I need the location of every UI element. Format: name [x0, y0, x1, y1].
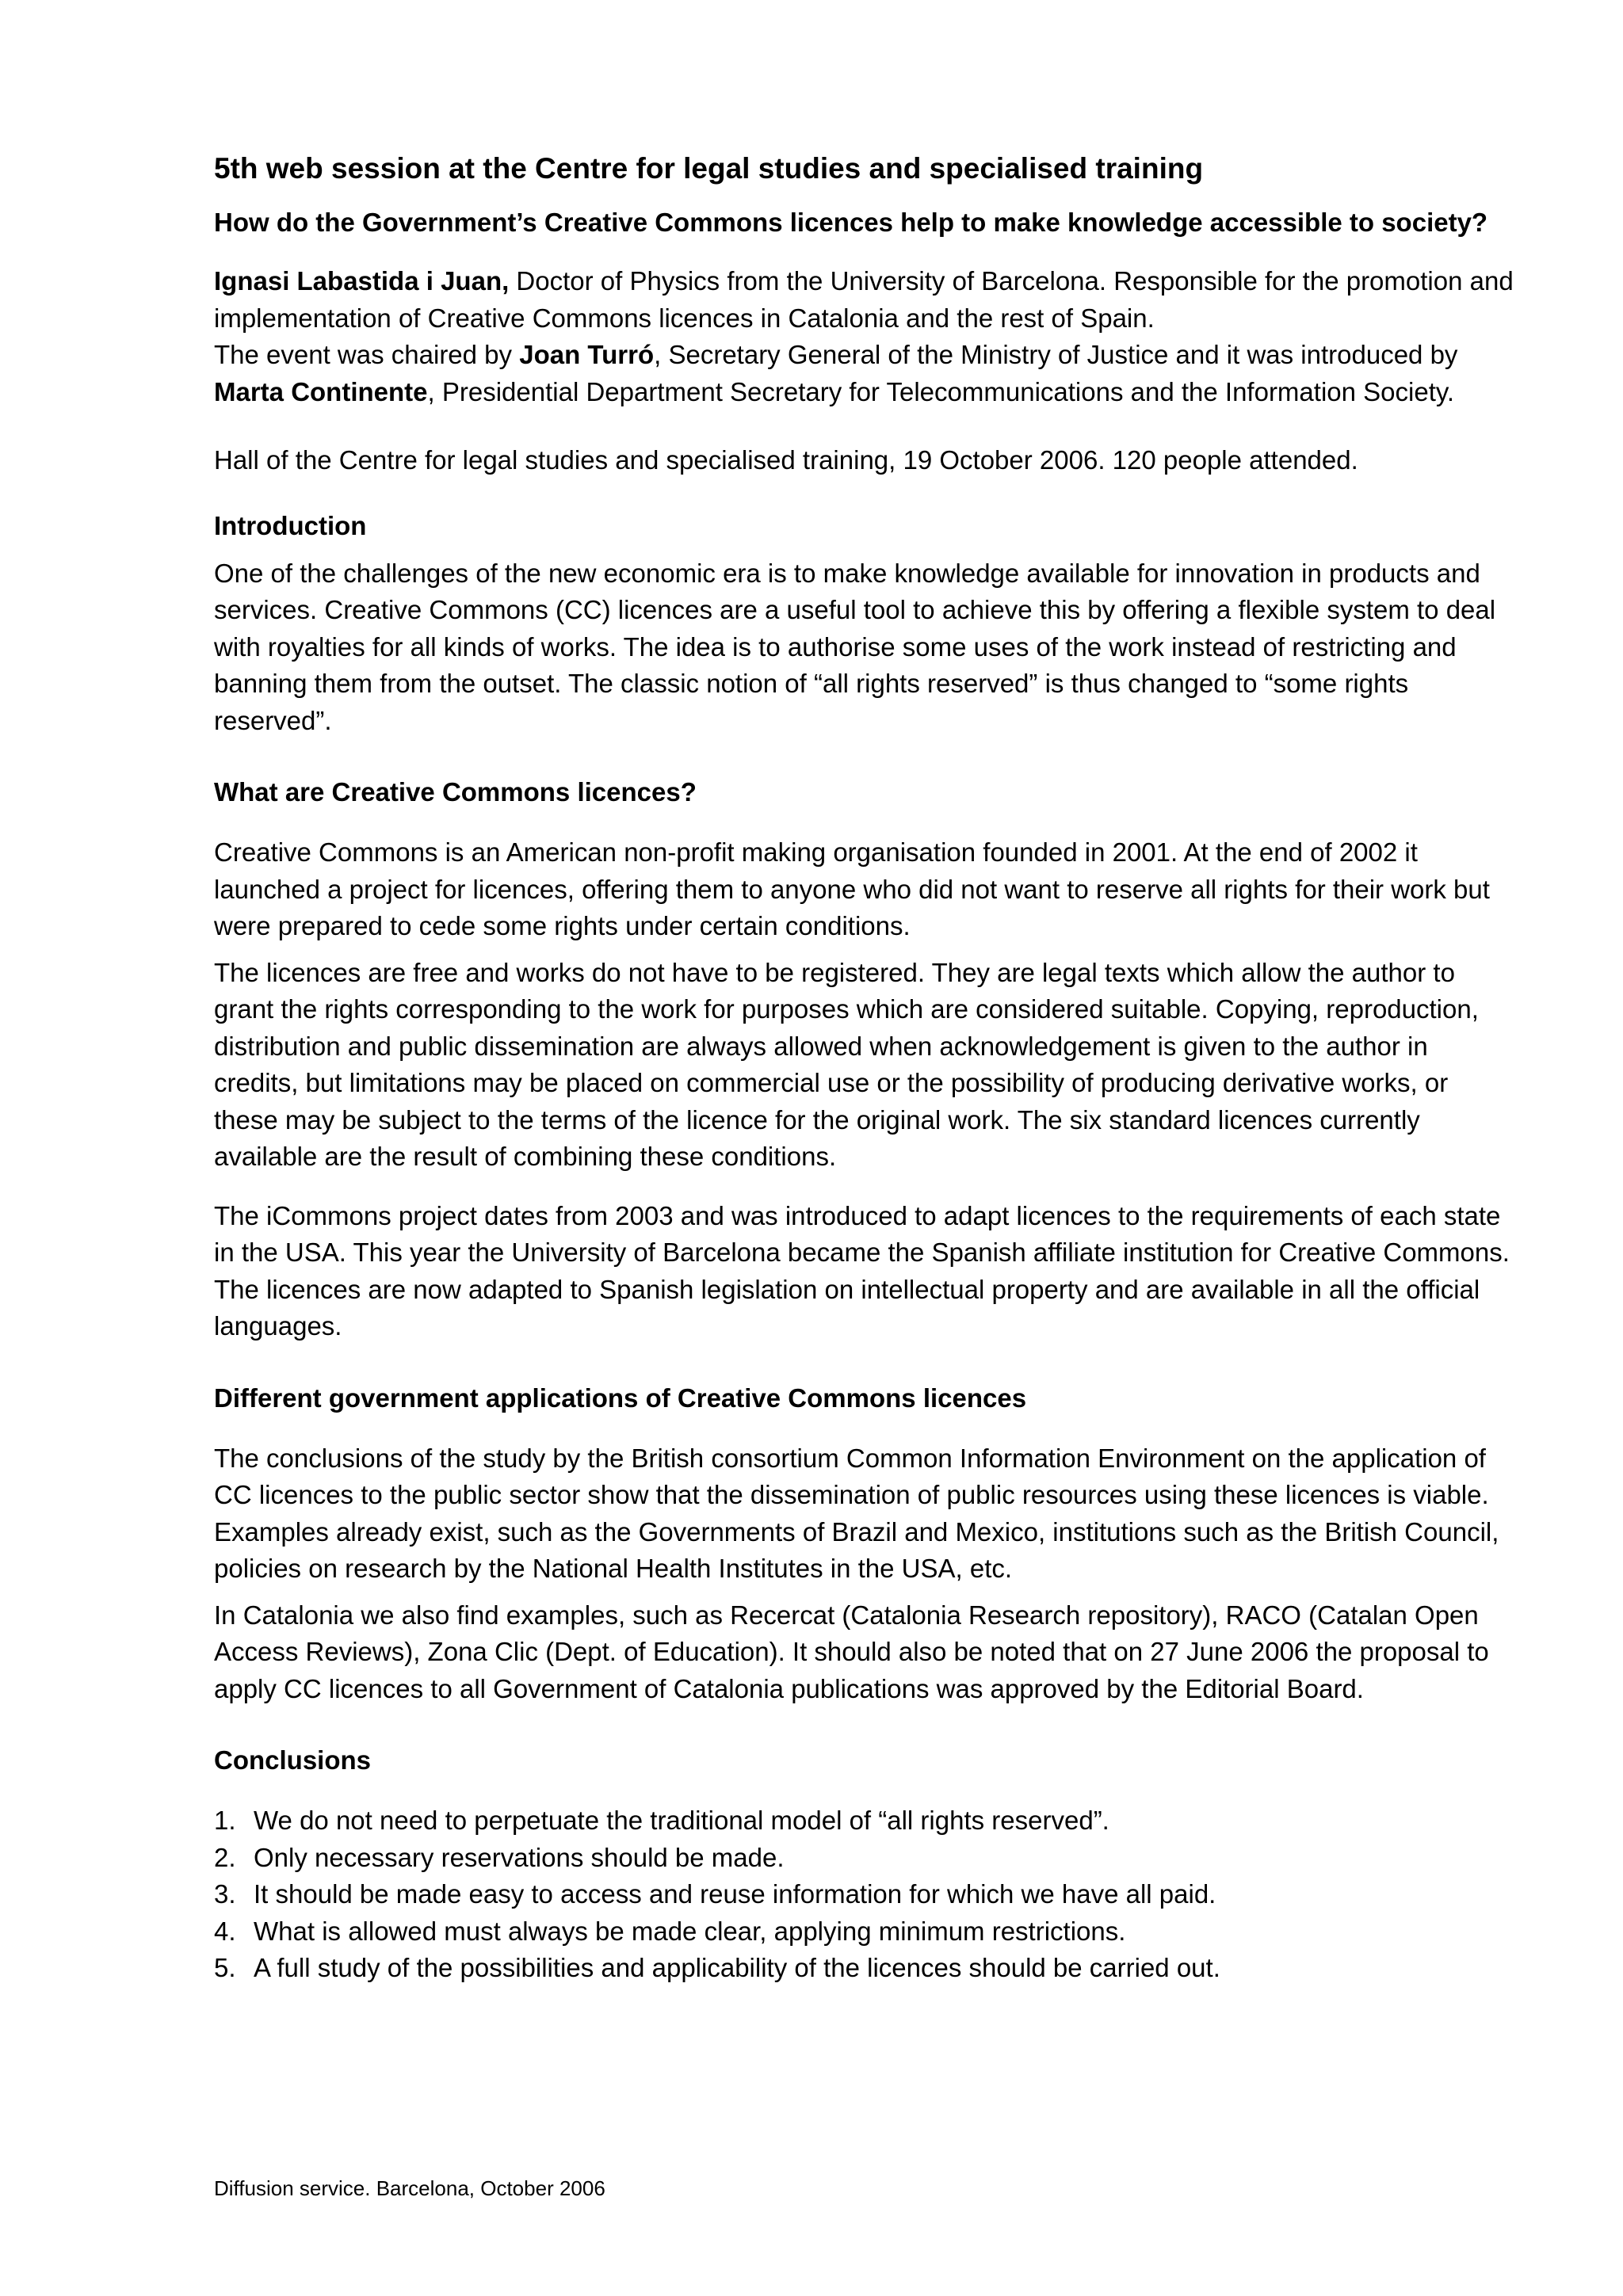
list-item-text: It should be made easy to access and reuse information for which we have all paid. — [254, 1879, 1216, 1909]
conclusions-heading: Conclusions — [214, 1745, 372, 1775]
chair-text-1: The event was chaired by — [214, 340, 520, 369]
speaker-description: Doctor of Physics from the University of Barcelona. Responsible for the promotion and implementation of Creative Commons licences in Catalonia and the rest of Spain. — [214, 266, 1514, 333]
document-page — [214, 151, 1514, 1987]
list-item-text: We do not need to perpetuate the traditional model of “all rights reserved”. — [254, 1806, 1109, 1835]
conclusions-list — [214, 1802, 1514, 1987]
speaker-name: Ignasi Labastida i Juan, — [214, 266, 510, 296]
speaker-paragraph — [214, 263, 1514, 337]
applications-heading: Different government applications of Creative Commons licences — [214, 1383, 1027, 1413]
applications-paragraph-2: In Catalonia we also find examples, such as Recercat (Catalonia Research repository), RACO (Catalan Open Access Reviews), Zona Clic (Dept. of Education). It should also be noted that on 27 June 2006 the proposal to apply CC licences to all Government of Catalonia publications was approved by the Editorial Board. — [214, 1600, 1489, 1703]
what-are-paragraph-2: The licences are free and works do not have to be registered. They are legal texts which allow the author to grant the rights corresponding to the work for purposes which are considered suitable. Copying, reproduction, distribution and public dissemination are always allowed when acknowledgement is given to the author in credits, but limitations may be placed on commercial use or the possibility of producing derivative works, or these may be subject to the terms of the licence for the original work. The six standard licences currently available are the result of combining these conditions. — [214, 957, 1479, 1171]
chair-name: Joan Turró — [519, 340, 655, 369]
introduction-heading: Introduction — [214, 510, 367, 540]
list-item — [214, 1802, 1514, 1840]
chair-text-2: , Secretary General of the Ministry of Justice and it was introduced by — [654, 340, 1458, 369]
venue-paragraph: Hall of the Centre for legal studies and specialised training, 19 October 2006. 120 people attended. — [214, 445, 1358, 475]
introduction-paragraph: One of the challenges of the new economic era is to make knowledge available for innovation in products and services. Creative Commons (CC) licences are a useful tool to achieve this by offering a flexible system to deal with royalties for all kinds of works. The idea is to authorise some uses of the work instead of restricting and banning them from the outset. The classic notion of “all rights reserved” is thus changed to “some rights reserved”. — [214, 558, 1496, 735]
list-item-number: 1. — [214, 1806, 236, 1835]
chair-paragraph — [214, 337, 1514, 410]
page-footer: Diffusion service. Barcelona, October 2006 — [214, 2176, 605, 2200]
list-item-number: 2. — [214, 1842, 236, 1872]
list-item-number: 4. — [214, 1916, 236, 1946]
introducer-name: Marta Continente — [214, 376, 428, 406]
list-item-number: 3. — [214, 1879, 236, 1909]
list-item-text: What is allowed must always be made clear, applying minimum restrictions. — [254, 1916, 1126, 1946]
list-item-text: Only necessary reservations should be made. — [254, 1842, 785, 1872]
list-item-text: A full study of the possibilities and applicability of the licences should be carried out. — [254, 1953, 1220, 1982]
chair-text-3: , Presidential Department Secretary for Telecommunications and the Information Society. — [427, 376, 1455, 406]
what-are-paragraph-3: The iCommons project dates from 2003 and was introduced to adapt licences to the requirements of each state in the USA. This year the University of Barcelona became the Spanish affiliate institution for Creative Commons. The licences are now adapted to Spanish legislation on intellectual property and are available in all the official languages. — [214, 1200, 1510, 1341]
list-item — [214, 1913, 1514, 1951]
applications-paragraph-1: The conclusions of the study by the British consortium Common Information Environment on the application of CC licences to the public sector show that the dissemination of public resources using these licences is viable. Examples already exist, such as the Governments of Brazil and Mexico, institutions such as the British Council, policies on research by the National Health Institutes in the USA, etc. — [214, 1443, 1499, 1583]
document-subtitle: How do the Government’s Creative Commons licences help to make knowledge accessible to society? — [214, 208, 1488, 237]
list-item — [214, 1876, 1514, 1913]
list-item — [214, 1840, 1514, 1877]
what-are-heading: What are Creative Commons licences? — [214, 777, 697, 807]
what-are-paragraph-1: Creative Commons is an American non-profit making organisation founded in 2001. At the end of 2002 it launched a project for licences, offering them to anyone who did not want to reserve all rights for their work but were prepared to cede some rights under certain conditions. — [214, 837, 1490, 940]
list-item — [214, 1950, 1514, 1987]
document-title: 5th web session at the Centre for legal studies and specialised training — [214, 152, 1204, 185]
list-item-number: 5. — [214, 1953, 236, 1982]
